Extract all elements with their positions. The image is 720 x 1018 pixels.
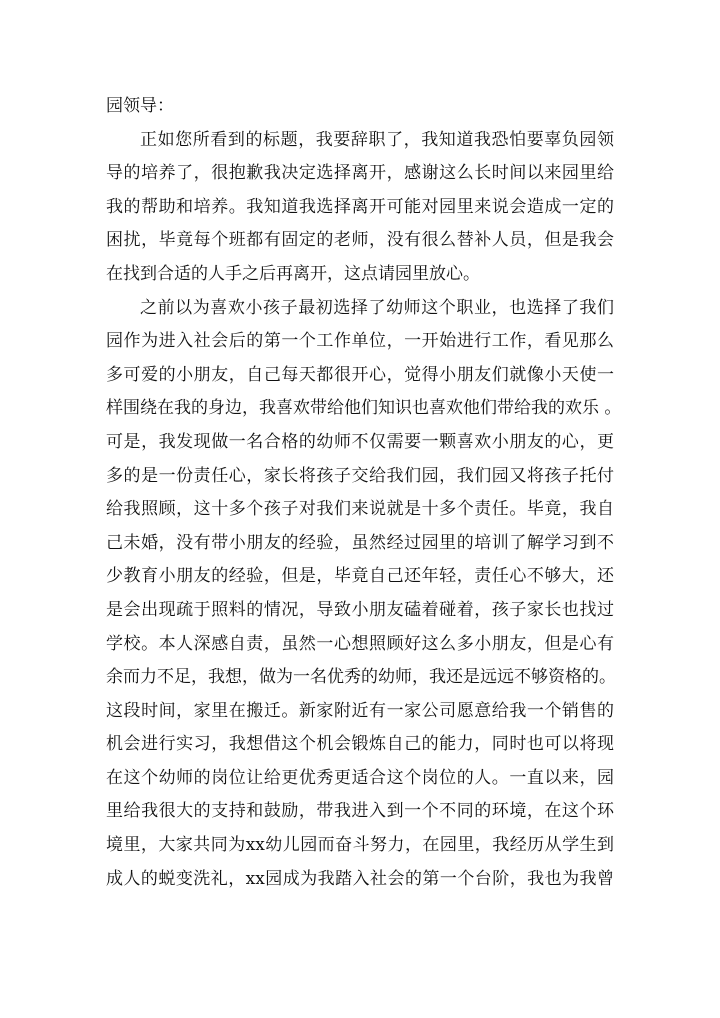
paragraph-2-line-7: 给我照顾，这十多个孩子对我们来说就是十多个责任。毕竟，我自: [106, 499, 614, 520]
paragraph-1-line-5: 在找到合适的人手之后再离开，这点请园里放心。: [106, 263, 480, 284]
paragraph-2-line-8: 己未婚，没有带小朋友的经验，虽然经过园里的培训了解学习到不: [106, 532, 614, 553]
paragraph-1-line-2: 导的培养了，很抱歉我决定选择离开，感谢这么长时间以来园里给: [106, 163, 614, 184]
paragraph-2-line-12: 余而力不足，我想，做为一名优秀的幼师，我还是远远不够资格的。: [106, 667, 616, 688]
paragraph-2-line-1: 之前以为喜欢小孩子最初选择了幼师这个职业，也选择了我们: [140, 297, 614, 318]
document-page: [106, 90, 622, 896]
paragraph-1-line-1: 正如您所看到的标题，我要辞职了，我知道我恐怕要辜负园领: [140, 129, 614, 150]
paragraph-1-line-3: 我的帮助和培养。我知道我选择离开可能对园里来说会造成一定的: [106, 196, 614, 217]
paragraph-2-line-6: 多的是一份责任心，家长将孩子交给我们园，我们园又将孩子托付: [106, 465, 614, 486]
paragraph-2-line-17: 境里，大家共同为xx幼儿园而奋斗努力，在园里，我经历从学生到: [106, 835, 614, 856]
salutation: 园领导：: [106, 96, 174, 116]
paragraph-2-line-9: 少教育小朋友的经验，但是，毕竟自己还年轻，责任心不够大，还: [106, 566, 614, 587]
paragraph-2-line-5: 可是，我发现做一名合格的幼师不仅需要一颗喜欢小朋友的心，更: [106, 431, 614, 452]
paragraph-2-line-4: 样围绕在我的身边，我喜欢带给他们知识也喜欢他们带给我的欢乐 。: [106, 398, 622, 419]
paragraph-2: [106, 292, 622, 897]
paragraph-2-line-3: 多可爱的小朋友，自己每天都很开心，觉得小朋友们就像小天使一: [106, 364, 614, 385]
paragraph-2-line-14: 机会进行实习，我想借这个机会锻炼自己的能力，同时也可以将现: [106, 734, 614, 755]
paragraph-2-line-15: 在这个幼师的岗位让给更优秀更适合这个岗位的人。一直以来，园: [106, 767, 614, 788]
paragraph-1: [106, 124, 614, 292]
paragraph-2-line-16: 里给我很大的支持和鼓励，带我进入到一个不同的环境，在这个环: [106, 801, 614, 822]
paragraph-2-line-2: 园作为进入社会后的第一个工作单位，一开始进行工作，看见那么: [106, 331, 614, 352]
paragraph-2-line-18: 成人的蜕变洗礼，xx园成为我踏入社会的第一个台阶，我也为我曾: [106, 868, 614, 889]
paragraph-2-line-10: 是会出现疏于照料的情况，导致小朋友磕着碰着，孩子家长也找过: [106, 599, 614, 620]
paragraph-2-line-13: 这段时间，家里在搬迁。新家附近有一家公司愿意给我一个销售的: [106, 700, 614, 721]
paragraph-2-line-11: 学校。本人深感自责，虽然一心想照顾好这么多小朋友，但是心有: [106, 633, 614, 654]
paragraph-1-line-4: 困扰，毕竟每个班都有固定的老师，没有很么替补人员，但是我会: [106, 230, 614, 251]
